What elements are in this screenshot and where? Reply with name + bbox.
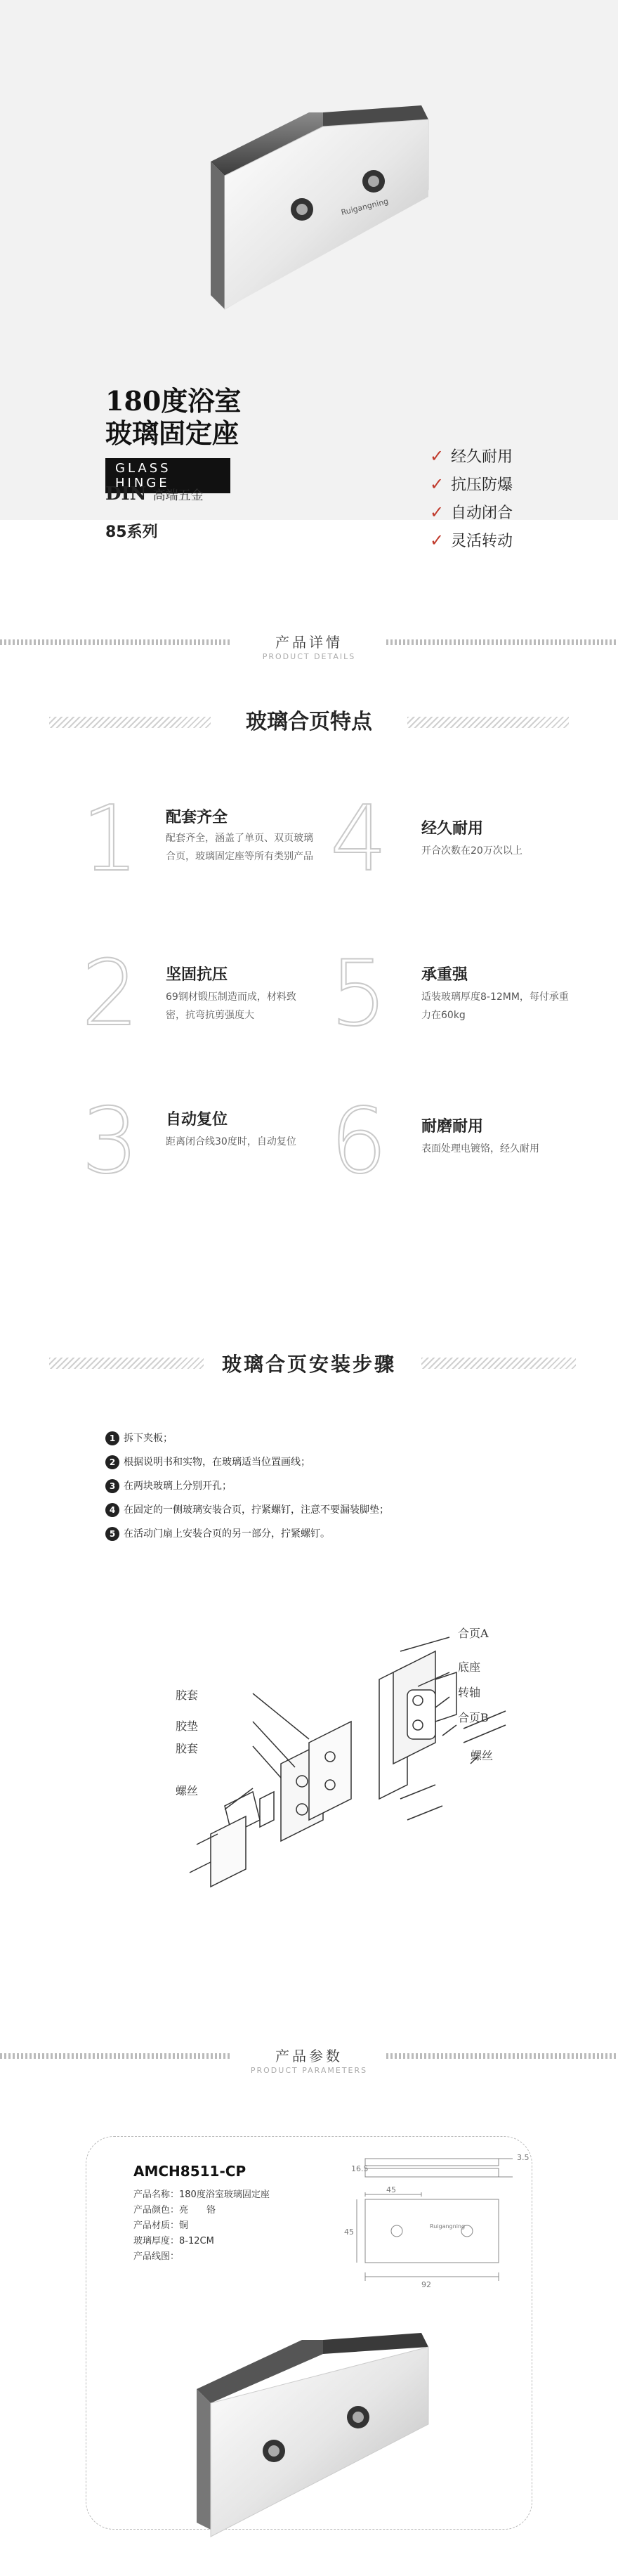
feature-number: 1	[81, 787, 139, 892]
plate-logo: Ruigangning	[430, 2223, 466, 2230]
feature-desc: 适装玻璃厚度8-12MM，每付承重力在60kg	[421, 991, 569, 1021]
feature-number: 3	[81, 1089, 139, 1194]
dim-label: 45	[344, 2227, 354, 2237]
install-step: 5 在活动门扇上安装合页的另一部分，拧紧螺钉。	[105, 1526, 330, 1541]
hero-section	[0, 0, 618, 550]
product-title-line1: 180度浴室	[105, 385, 242, 417]
feature-desc: 开合次数在20万次以上	[421, 845, 522, 857]
feature-title: 承重强	[421, 966, 468, 984]
feature-desc: 配套齐全，涵盖了单页、双页玻璃合页，玻璃固定座等所有类别产品	[166, 833, 313, 862]
check-icon: ✓	[430, 502, 445, 522]
brand-logo	[105, 483, 204, 505]
feature-title: 耐磨耐用	[421, 1118, 484, 1136]
hinge-logo: Ruigangning	[340, 196, 390, 218]
model-number: AMCH8511-CP	[133, 2163, 246, 2180]
dim-label: 3.5	[517, 2153, 530, 2162]
spec-row: 产品线图：	[133, 2251, 180, 2262]
feature-number: 4	[330, 787, 388, 892]
feature-desc: 表面处理电镀铬，经久耐用	[421, 1143, 539, 1154]
label-hinge-b: 合页B	[458, 1711, 489, 1724]
feature-desc: 69钢材锻压制造而成，材料致密，抗弯抗剪强度大	[166, 991, 296, 1021]
install-step: 2 根据说明书和实物，在玻璃适当位置画线；	[105, 1455, 310, 1469]
label-hinge-a: 合页A	[458, 1627, 489, 1640]
spec-row: 产品颜色：亮 铬	[133, 2205, 216, 2216]
check-icon: ✓	[430, 531, 445, 550]
feature-number: 5	[330, 942, 388, 1046]
label-screw-left: 螺丝	[176, 1784, 199, 1797]
feature-list	[430, 443, 513, 555]
dim-label: 92	[421, 2280, 431, 2289]
params-title: 产品参数	[275, 2048, 343, 2064]
product-title-line2: 玻璃固定座	[105, 417, 239, 449]
features-divider-right	[407, 717, 569, 728]
label-gasket2: 胶套	[176, 1742, 199, 1755]
install-divider-right	[421, 1358, 576, 1369]
hinge-product-image	[190, 84, 442, 323]
label-pad: 胶垫	[176, 1719, 199, 1733]
feature-item: ✓ 自动闭合	[430, 499, 513, 527]
feature-item: ✓ 经久耐用	[430, 443, 513, 471]
label-shaft: 转轴	[458, 1686, 481, 1699]
install-step: 1 拆下夹板；	[105, 1431, 173, 1445]
spec-row: 产品材质：铜	[133, 2220, 189, 2231]
feature-title: 经久耐用	[421, 820, 484, 838]
details-title-en: PRODUCT DETAILS	[262, 652, 356, 661]
check-icon: ✓	[430, 474, 445, 494]
feature-number: 6	[330, 1089, 388, 1194]
feature-number: 2	[81, 942, 139, 1046]
hinge-product-photo	[183, 2319, 449, 2551]
params-divider-right	[386, 2053, 618, 2059]
feature-title: 配套齐全	[166, 809, 228, 826]
check-icon: ✓	[430, 446, 445, 466]
details-title: 产品详情	[275, 634, 343, 651]
dim-label: 45	[386, 2185, 396, 2194]
brand-logo-text: DIN	[105, 483, 147, 505]
section-divider-left	[0, 639, 232, 645]
series-label: 85系列	[105, 523, 158, 541]
install-divider-left	[49, 1358, 204, 1369]
dim-label: 16.5	[351, 2164, 369, 2173]
brand-cn: 高端五金	[152, 488, 204, 503]
install-step: 4 在固定的一侧玻璃安装合页，拧紧螺钉，注意不要漏装脚垫；	[105, 1502, 389, 1517]
features-divider-left	[49, 717, 211, 728]
install-heading: 玻璃合页安装步骤	[221, 1353, 396, 1376]
exploded-diagram	[169, 1567, 562, 1890]
install-step: 3 在两块玻璃上分别开孔；	[105, 1478, 232, 1493]
feature-item: ✓ 灵活转动	[430, 527, 513, 555]
label-gasket1: 胶套	[176, 1689, 199, 1702]
params-title-en: PRODUCT PARAMETERS	[250, 2066, 368, 2075]
feature-title: 自动复位	[166, 1111, 228, 1128]
label-screw-right: 螺丝	[471, 1749, 494, 1762]
params-divider-left	[0, 2053, 232, 2059]
spec-row: 玻璃厚度：8-12CM	[133, 2236, 214, 2246]
spec-row: 产品名称：180度浴室玻璃固定座	[133, 2190, 270, 2200]
features-heading: 玻璃合页特点	[246, 710, 372, 734]
feature-item: ✓ 抗压防爆	[430, 471, 513, 499]
section-divider-right	[386, 639, 618, 645]
feature-desc: 距离闭合线30度时，自动复位	[166, 1136, 296, 1147]
label-base: 底座	[458, 1660, 481, 1674]
english-name-bar: GLASS HINGE	[105, 458, 230, 493]
feature-title: 坚固抗压	[166, 966, 228, 984]
